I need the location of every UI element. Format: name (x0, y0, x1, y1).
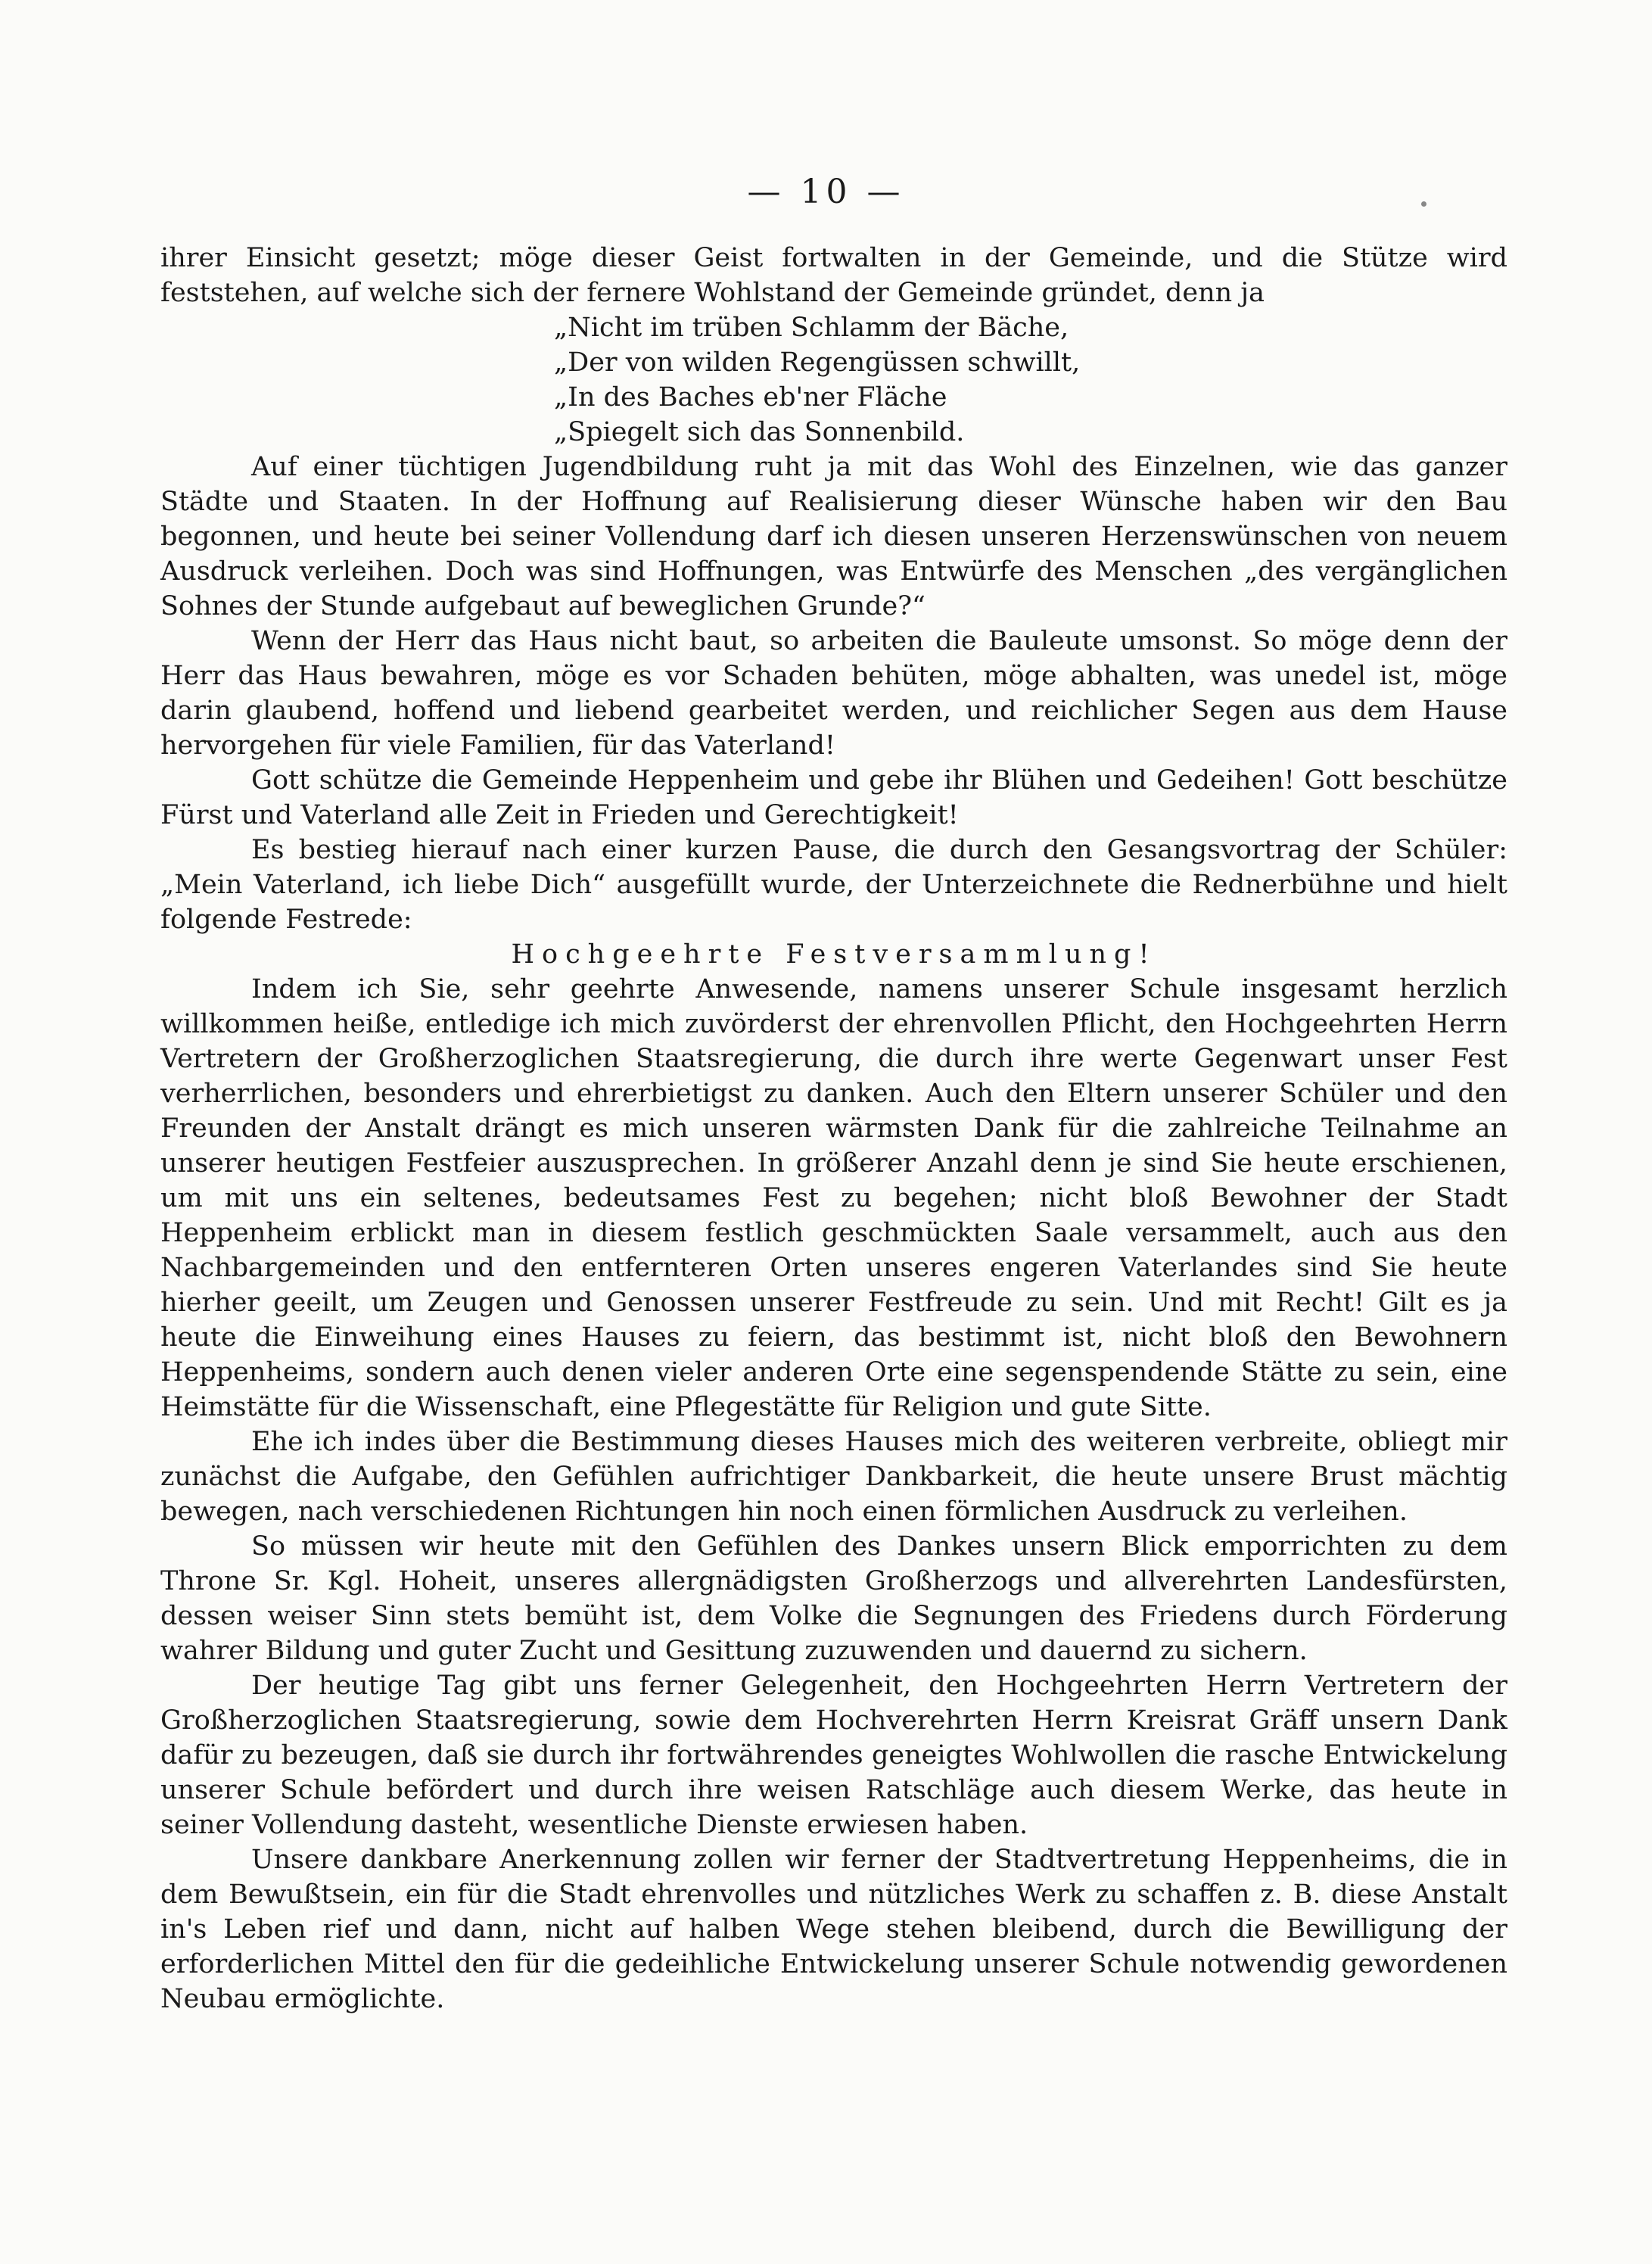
paragraph: Gott schütze die Gemeinde Heppenheim und gebe ihr Blühen und Gedeihen! Gott beschütze Fürst und Vaterland alle Zeit in Frieden und Gerechtigkeit! (160, 765, 1507, 830)
paragraph: Ehe ich indes über die Bestimmung dieses Hauses mich des weiteren verbreite, obliegt mir zunächst die Aufgabe, den Gefühlen aufrichtiger Dankbarkeit, die heute unsere Brust mächtig bewegen, nach verschiedenen Richtungen hin noch einen förmlichen Ausdruck zu verleihen. (160, 1427, 1507, 1527)
speech-heading: Hochgeehrte Festversammlung! (511, 939, 1157, 970)
paragraph: Unsere dankbare Anerkennung zollen wir ferner der Stadtvertretung Heppenheims, die in dem Bewußtsein, ein für die Stadt ehrenvolles und nützliches Werk zu schaffen z. B. diese Anstalt in's Leben rief und dann, nicht auf halben Wege stehen bleibend, durch die Bewilligung der erforderlichen Mittel den für die gedeihliche Entwickelung unserer Schule notwendig gewordenen Neubau ermöglichte. (160, 1845, 1507, 2014)
paragraph: Der heutige Tag gibt uns ferner Gelegenheit, den Hochgeehrten Herrn Vertretern der Großherzoglichen Staatsregierung, sowie dem Hochverehrten Herrn Kreisrat Gräff unsern Dank dafür zu bezeugen, daß sie durch ihr fortwährendes geneigtes Wohlwollen die rasche Entwickelung unserer Schule befördert und durch ihre weisen Ratschläge auch diesem Werke, das heute in seiner Vollendung dasteht, wesentliche Dienste erwiesen haben. (160, 1671, 1507, 1840)
verse-block (160, 310, 1507, 450)
page-body (160, 241, 1507, 2016)
paragraph: Es bestieg hierauf nach einer kurzen Pause, die durch den Gesangsvortrag der Schüler: „Mein Vaterland, ich liebe Dich“ ausgefüllt wurde, der Unterzeichnete die Rednerbühne und hielt folgende Festrede: (160, 835, 1507, 935)
verse-line: „Spiegelt sich das Sonnenbild. (554, 417, 965, 447)
paragraph: Indem ich Sie, sehr geehrte Anwesende, namens unserer Schule insgesamt herzlich willkommen heiße, entledige ich mich zuvörderst der ehrenvollen Pflicht, den Hochgeehrten Herrn Vertretern der Großherzoglichen Staatsregierung, die durch ihre werte Gegenwart unser Fest verherrlichen, besonders und ehrerbietigst zu danken. Auch den Eltern unserer Schüler und den Freunden der Anstalt drängt es mich unseren wärmsten Dank für die zahlreiche Teilnahme an unserer heutigen Festfeier auszusprechen. In größerer Anzahl denn je sind Sie heute erschienen, um mit uns ein seltenes, bedeutsames Fest zu begehen; nicht bloß Bewohner der Stadt Heppenheim erblickt man in diesem festlich geschmückten Saale versammelt, auch aus den Nachbargemeinden und den entfernteren Orten unseres engeren Vaterlandes sind Sie heute hierher geeilt, um Zeugen und Genossen unserer Festfreude zu sein. Und mit Recht! Gilt es ja heute die Einweihung eines Hauses zu feiern, das bestimmt ist, nicht bloß den Bewohnern Heppenheims, sondern auch denen vieler anderen Orte eine segenspendende Stätte zu sein, eine Heimstätte für die Wissenschaft, eine Pflegestätte für Religion und gute Sitte. (160, 974, 1507, 1422)
paragraph: So müssen wir heute mit den Gefühlen des Dankes unsern Blick emporrichten zu dem Throne Sr. Kgl. Hoheit, unseres allergnädigsten Großherzogs und allverehrten Landesfürsten, dessen weiser Sinn stets bemüht ist, dem Volke die Segnungen des Friedens durch Förderung wahrer Bildung und guter Zucht und Gesittung zuzuwenden und dauernd zu sichern. (160, 1531, 1507, 1666)
verse-line: „Nicht im trüben Schlamm der Bäche, (554, 313, 1069, 343)
paragraph: Auf einer tüchtigen Jugendbildung ruht ja mit das Wohl des Einzelnen, wie das ganzer Städte und Staaten. In der Hoffnung auf Realisierung dieser Wünsche haben wir den Bau begonnen, und heute bei seiner Vollendung darf ich diesen unseren Herzenswünschen von neuem Ausdruck verleihen. Doch was sind Hoffnungen, was Entwürfe des Menschen „des vergänglichen Sohnes der Stunde aufgebaut auf beweglichen Grunde?“ (160, 452, 1507, 621)
paragraph: Wenn der Herr das Haus nicht baut, so arbeiten die Bauleute umsonst. So möge denn der Herr das Haus bewahren, möge es vor Schaden behüten, möge abhalten, was unedel ist, möge darin glaubend, hoffend und liebend gearbeitet werden, und reichlicher Segen aus dem Hause hervorgehen für viele Familien, für das Vaterland! (160, 626, 1507, 761)
verse-line: „In des Baches eb'ner Fläche (554, 382, 947, 413)
paragraph-opening: ihrer Einsicht gesetzt; möge dieser Geist fortwalten in der Gemeinde, und die Stütze wird feststehen, auf welche sich der fernere Wohlstand der Gemeinde gründet, denn ja (160, 243, 1507, 308)
page-number: — 10 — (747, 173, 905, 211)
verse-line: „Der von wilden Regengüssen schwillt, (554, 347, 1081, 378)
